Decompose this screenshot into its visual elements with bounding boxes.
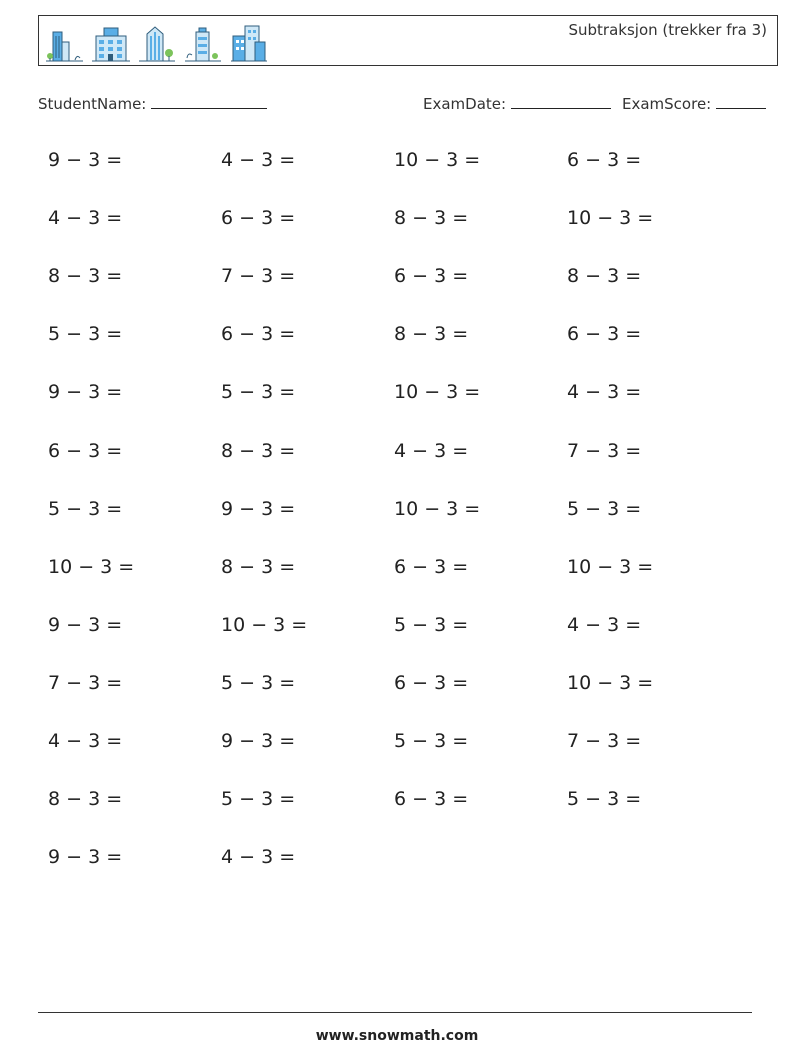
worksheet-title: Subtraksjon (trekker fra 3)	[568, 21, 767, 39]
problem-item: 10 − 3 =	[48, 556, 135, 578]
problem-item: 4 − 3 =	[567, 381, 642, 403]
header-box	[38, 15, 778, 66]
tower-icon	[183, 22, 223, 64]
problem-item: 7 − 3 =	[567, 730, 642, 752]
problem-item: 6 − 3 =	[221, 323, 296, 345]
problem-item: 4 − 3 =	[394, 440, 469, 462]
problem-item: 10 − 3 =	[394, 498, 481, 520]
problem-item: 4 − 3 =	[48, 207, 123, 229]
student-name-label: StudentName:	[38, 95, 147, 113]
exam-date-label: ExamDate:	[423, 95, 507, 113]
problem-item: 8 − 3 =	[221, 440, 296, 462]
exam-score-field[interactable]	[622, 93, 766, 113]
problem-item: 9 − 3 =	[48, 149, 123, 171]
problem-item: 5 − 3 =	[567, 788, 642, 810]
footer-divider	[38, 1012, 752, 1013]
office-building-icon	[91, 22, 131, 64]
problem-item: 5 − 3 =	[48, 323, 123, 345]
problem-item: 6 − 3 =	[394, 265, 469, 287]
exam-date-field[interactable]	[423, 93, 611, 113]
building-icon	[45, 22, 85, 64]
problem-item: 4 − 3 =	[221, 149, 296, 171]
problem-item: 8 − 3 =	[48, 788, 123, 810]
problem-item: 10 − 3 =	[567, 556, 654, 578]
problem-item: 8 − 3 =	[394, 207, 469, 229]
exam-score-blank[interactable]	[716, 93, 766, 109]
city-buildings-icon	[229, 22, 269, 64]
exam-score-label: ExamScore:	[622, 95, 712, 113]
problem-item: 9 − 3 =	[48, 614, 123, 636]
problem-item: 6 − 3 =	[567, 323, 642, 345]
problem-item: 8 − 3 =	[567, 265, 642, 287]
problem-item: 8 − 3 =	[221, 556, 296, 578]
problem-item: 7 − 3 =	[48, 672, 123, 694]
problem-item: 9 − 3 =	[48, 381, 123, 403]
student-name-blank[interactable]	[151, 93, 267, 109]
problem-item: 6 − 3 =	[48, 440, 123, 462]
problem-item: 5 − 3 =	[567, 498, 642, 520]
exam-date-blank[interactable]	[511, 93, 611, 109]
problem-item: 5 − 3 =	[221, 381, 296, 403]
problem-item: 9 − 3 =	[221, 730, 296, 752]
problem-item: 7 − 3 =	[221, 265, 296, 287]
problem-item: 4 − 3 =	[221, 846, 296, 868]
problem-item: 4 − 3 =	[567, 614, 642, 636]
problem-item: 8 − 3 =	[48, 265, 123, 287]
problem-item: 5 − 3 =	[394, 614, 469, 636]
footer-url: www.snowmath.com	[315, 1028, 479, 1044]
problem-item: 8 − 3 =	[394, 323, 469, 345]
problem-item: 6 − 3 =	[394, 788, 469, 810]
problem-item: 10 − 3 =	[394, 149, 481, 171]
problem-item: 10 − 3 =	[221, 614, 308, 636]
problem-item: 7 − 3 =	[567, 440, 642, 462]
problem-item: 5 − 3 =	[48, 498, 123, 520]
problem-item: 5 − 3 =	[221, 788, 296, 810]
problem-item: 10 − 3 =	[567, 672, 654, 694]
problem-item: 9 − 3 =	[48, 846, 123, 868]
problem-item: 6 − 3 =	[567, 149, 642, 171]
problem-item: 5 − 3 =	[221, 672, 296, 694]
problem-item: 6 − 3 =	[394, 556, 469, 578]
problem-item: 10 − 3 =	[567, 207, 654, 229]
problem-item: 6 − 3 =	[221, 207, 296, 229]
skyscraper-icon	[137, 22, 177, 64]
problem-item: 9 − 3 =	[221, 498, 296, 520]
problem-item: 10 − 3 =	[394, 381, 481, 403]
problem-item: 5 − 3 =	[394, 730, 469, 752]
problem-item: 6 − 3 =	[394, 672, 469, 694]
problem-item: 4 − 3 =	[48, 730, 123, 752]
student-name-field[interactable]	[38, 93, 267, 113]
